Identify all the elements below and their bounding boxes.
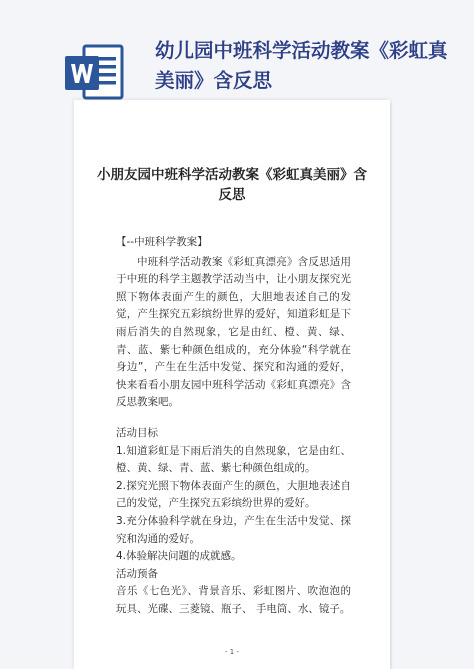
word-icon <box>62 40 126 104</box>
page-title: 小朋友园中班科学活动教案《彩虹真美丽》含反思 <box>97 167 367 203</box>
goal-item-2: 2.探究光照下物体表面产生的颜色，大胆地表述自己的发觉，产生探究五彩缤纷世界的爱好。 <box>116 479 351 510</box>
prep-heading: 活动预备 <box>116 567 158 580</box>
goal-item-4: 4.体验解决问题的成就感。 <box>116 550 242 563</box>
category-tag: 【--中班科学教案】 <box>116 236 208 248</box>
page-number: - 1 - <box>225 648 239 656</box>
goal-item-3: 3.充分体验科学就在身边，产生在生活中发觉、探究和沟通的爱好。 <box>116 514 351 545</box>
intro-paragraph: 中班科学活动教案《彩虹真漂亮》含反思适用于中班的科学主题教学活动当中，让小朋友探究光照下物体表面产生的颜色，大胆地表述自己的发觉，产生探究五彩缤纷世界的爱好，知道彩虹是下雨后消失的自然现象，它是由红、橙、黄、绿、青、蓝、紫七种颜色组成的，充分体验“科学就在身边”，产生在生活中发觉、探究和沟通的爱好，快来看看小朋友园中班科学活动《彩虹真漂亮》含反思教案吧。 <box>116 255 351 409</box>
document-body <box>116 234 351 618</box>
document-page <box>74 100 390 669</box>
document-heading: 幼儿园中班科学活动教案《彩虹真美丽》含反思 <box>155 39 448 92</box>
header <box>0 0 474 115</box>
goals-heading: 活动目标 <box>116 426 158 439</box>
prep-paragraph: 音乐《七色光》、背景音乐、彩虹图片、吹泡泡的玩具、光碟、三菱镜、瓶子、 手电筒、水、镜子。 <box>116 585 351 615</box>
goal-item-1: 1.知道彩虹是下雨后消失的自然现象，它是由红、橙、黄、绿、青、蓝、紫七种颜色组成的。 <box>116 444 351 475</box>
